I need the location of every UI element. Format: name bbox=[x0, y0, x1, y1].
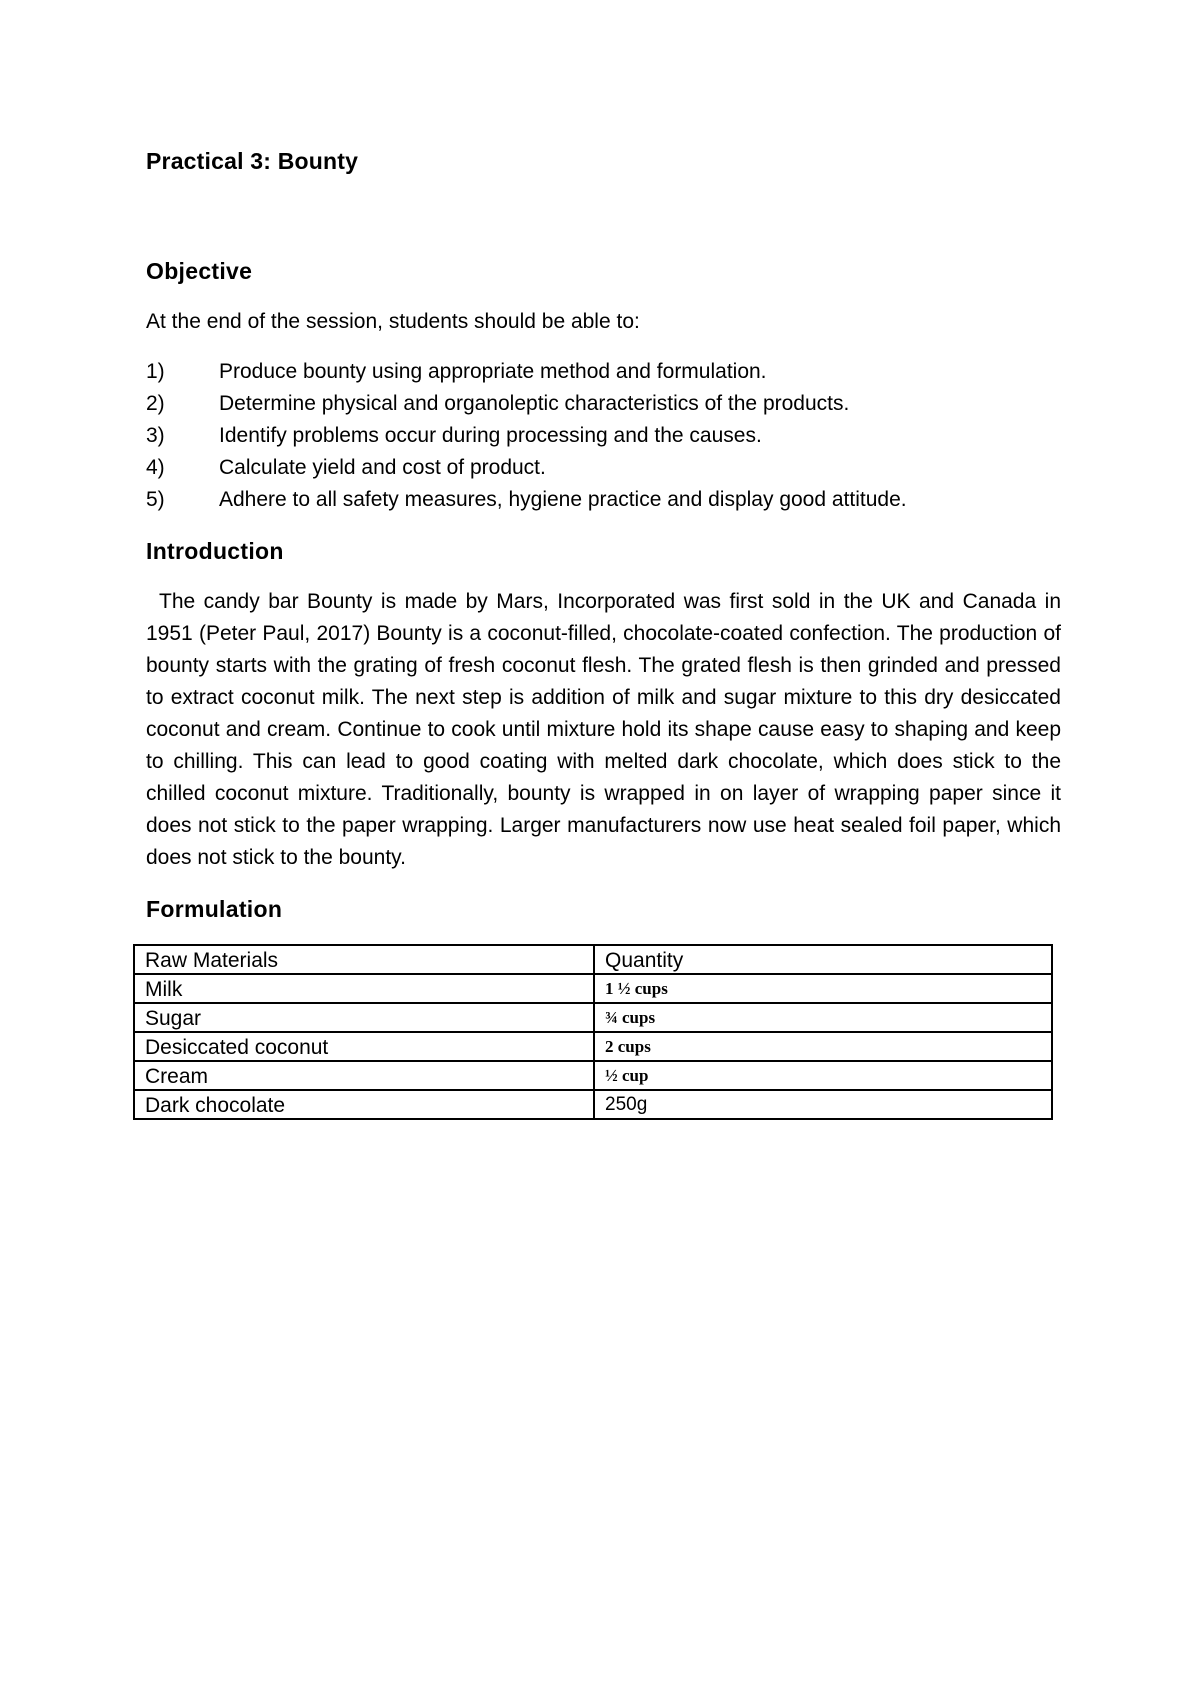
list-item bbox=[146, 388, 1086, 420]
table-cell-quantity: 250g bbox=[594, 1090, 1052, 1119]
formulation-table bbox=[133, 944, 1053, 1120]
table-cell-material: Sugar bbox=[134, 1003, 594, 1032]
table-cell-quantity: ½ cup bbox=[594, 1061, 1052, 1090]
objective-list bbox=[146, 356, 1086, 516]
table-row bbox=[134, 1003, 1052, 1032]
formulation-heading: Formulation bbox=[146, 896, 283, 922]
objective-heading: Objective bbox=[146, 258, 253, 284]
list-item-text: Calculate yield and cost of product. bbox=[219, 456, 546, 479]
list-item-text: Identify problems occur during processing and the causes. bbox=[219, 424, 762, 447]
introduction-heading: Introduction bbox=[146, 538, 284, 564]
list-item-number: 5) bbox=[146, 488, 165, 511]
table-header-row bbox=[134, 945, 1052, 974]
list-item bbox=[146, 356, 1086, 388]
list-item bbox=[146, 452, 1086, 484]
list-item-number: 1) bbox=[146, 360, 165, 383]
column-header-quantity: Quantity bbox=[594, 945, 1052, 974]
table-row bbox=[134, 1090, 1052, 1119]
list-item-number: 3) bbox=[146, 424, 165, 447]
column-header-raw-materials: Raw Materials bbox=[134, 945, 594, 974]
list-item-text: Determine physical and organoleptic characteristics of the products. bbox=[219, 392, 850, 415]
list-item-number: 4) bbox=[146, 456, 165, 479]
table-cell-quantity: 1 ½ cups bbox=[594, 974, 1052, 1003]
table-row bbox=[134, 1061, 1052, 1090]
introduction-paragraph: The candy bar Bounty is made by Mars, Incorporated was first sold in the UK and Canada in 1951 (Peter Paul, 2017) Bounty is a coconut-filled, chocolate-coated confection. The production of bounty starts with the grating of fresh coconut flesh. The grated flesh is then grinded and pressed to extract coconut milk. The next step is addition of milk and sugar mixture to this dry desiccated coconut and cream. Continue to cook until mixture hold its shape cause easy to shaping and keep to chilling. This can lead to good coating with melted dark chocolate, which does stick to the chilled coconut mixture. Traditionally, bounty is wrapped in on layer of wrapping paper since it does not stick to the paper wrapping. Larger manufacturers now use heat sealed foil paper, which does not stick to the bounty. bbox=[146, 590, 1061, 869]
table-cell-material: Milk bbox=[134, 974, 594, 1003]
table-cell-material: Cream bbox=[134, 1061, 594, 1090]
list-item bbox=[146, 420, 1086, 452]
list-item-text: Adhere to all safety measures, hygiene practice and display good attitude. bbox=[219, 488, 907, 511]
page-title: Practical 3: Bounty bbox=[146, 148, 359, 174]
table-cell-quantity: ¾ cups bbox=[594, 1003, 1052, 1032]
table-cell-quantity: 2 cups bbox=[594, 1032, 1052, 1061]
table-row bbox=[134, 974, 1052, 1003]
table-cell-material: Dark chocolate bbox=[134, 1090, 594, 1119]
objective-lead: At the end of the session, students should be able to: bbox=[146, 310, 640, 333]
list-item bbox=[146, 484, 1086, 516]
list-item-text: Produce bounty using appropriate method and formulation. bbox=[219, 360, 767, 383]
table-cell-material: Desiccated coconut bbox=[134, 1032, 594, 1061]
list-item-number: 2) bbox=[146, 392, 165, 415]
table-row bbox=[134, 1032, 1052, 1061]
